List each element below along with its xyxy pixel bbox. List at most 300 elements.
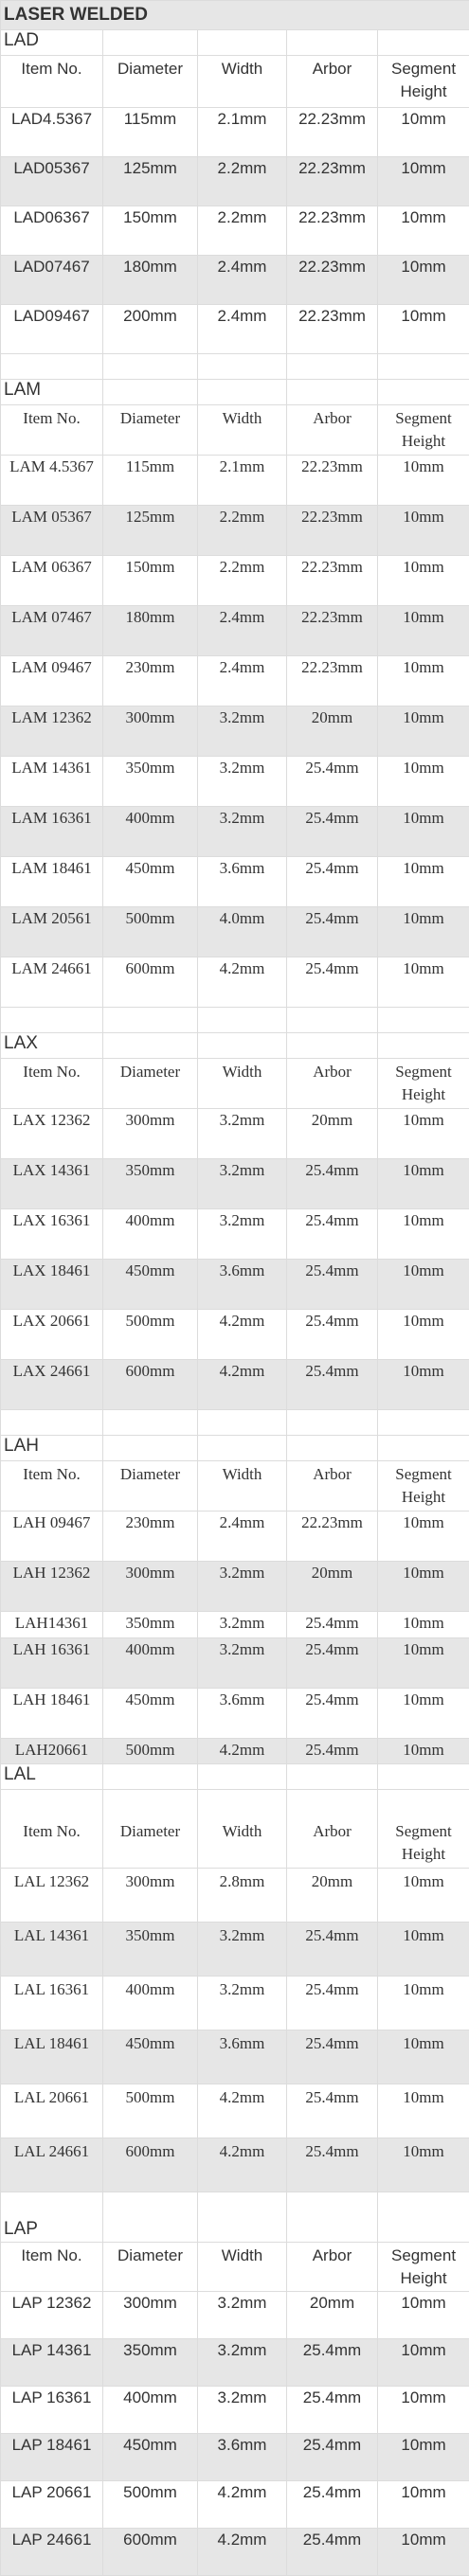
column-header-arbor: Arbor (287, 1461, 378, 1512)
cell-arbor: 25.4mm (287, 1209, 378, 1260)
cell-arbor: 22.23mm (287, 108, 378, 157)
cell-diameter: 450mm (103, 2434, 198, 2481)
empty-cell (378, 1008, 469, 1033)
cell-arbor: 25.4mm (287, 907, 378, 957)
cell-segment-height: 10mm (378, 1923, 469, 1977)
table-row (1, 2529, 469, 2576)
cell-segment-height: 10mm (378, 1689, 469, 1739)
cell-width: 4.2mm (198, 2138, 287, 2192)
column-header-width: Width (198, 1461, 287, 1512)
column-header-item-no: Item No. (1, 405, 103, 456)
cell-segment-height: 10mm (378, 957, 469, 1008)
cell-arbor: 20mm (287, 1562, 378, 1612)
column-header-segment-height: Segment Height (378, 2243, 469, 2292)
cell-width: 2.1mm (198, 108, 287, 157)
cell-width: 3.2mm (198, 707, 287, 757)
cell-segment-height: 10mm (378, 857, 469, 907)
cell-segment-height: 10mm (378, 907, 469, 957)
cell-segment-height: 10mm (378, 2387, 469, 2434)
cell-diameter: 600mm (103, 2529, 198, 2576)
cell-arbor: 22.23mm (287, 1512, 378, 1562)
cell-item-no: LAL 12362 (1, 1869, 103, 1923)
cell-width: 4.2mm (198, 957, 287, 1008)
cell-arbor: 25.4mm (287, 1689, 378, 1739)
cell-item-no: LAX 18461 (1, 1260, 103, 1310)
cell-item-no: LAM 16361 (1, 807, 103, 857)
cell-arbor: 22.23mm (287, 157, 378, 206)
table-row (1, 1869, 469, 1923)
empty-cell (287, 1008, 378, 1033)
cell-arbor: 25.4mm (287, 1739, 378, 1764)
cell-item-no: LAP 18461 (1, 2434, 103, 2481)
cell-diameter: 350mm (103, 1159, 198, 1209)
empty-cell (378, 1436, 469, 1461)
table-row (1, 1260, 469, 1310)
cell-item-no: LAM 24661 (1, 957, 103, 1008)
cell-width: 2.1mm (198, 456, 287, 506)
empty-cell (198, 380, 287, 405)
column-header-width: Width (198, 405, 287, 456)
cell-item-no: LAM 14361 (1, 757, 103, 807)
section-label-row-lax (1, 1033, 469, 1059)
cell-width: 2.4mm (198, 606, 287, 656)
column-header-diameter: Diameter (103, 56, 198, 108)
empty-cell (103, 1410, 198, 1436)
section-label-lad: LAD (1, 30, 103, 56)
cell-width: 3.2mm (198, 2387, 287, 2434)
cell-segment-height: 10mm (378, 1977, 469, 2030)
cell-diameter: 150mm (103, 556, 198, 606)
table-row (1, 1512, 469, 1562)
column-header-width: Width (198, 1059, 287, 1109)
cell-width: 4.2mm (198, 2529, 287, 2576)
table-row (1, 2434, 469, 2481)
table-row (1, 2339, 469, 2387)
cell-arbor: 25.4mm (287, 857, 378, 907)
table-row (1, 656, 469, 707)
cell-diameter: 400mm (103, 1209, 198, 1260)
cell-segment-height: 10mm (378, 506, 469, 556)
cell-item-no: LAL 14361 (1, 1923, 103, 1977)
cell-width: 3.2mm (198, 2339, 287, 2387)
spacer-row (1, 354, 469, 380)
empty-cell (378, 1033, 469, 1059)
column-header-diameter: Diameter (103, 1790, 198, 1869)
cell-arbor: 25.4mm (287, 1638, 378, 1689)
cell-width: 3.2mm (198, 1109, 287, 1159)
table-row (1, 2030, 469, 2084)
cell-diameter: 450mm (103, 1260, 198, 1310)
column-header-arbor: Arbor (287, 2243, 378, 2292)
cell-arbor: 25.4mm (287, 1612, 378, 1638)
cell-diameter: 180mm (103, 256, 198, 305)
cell-width: 4.2mm (198, 1310, 287, 1360)
header-row-lad (1, 56, 469, 108)
cell-item-no: LAM 05367 (1, 506, 103, 556)
table-row (1, 1739, 469, 1764)
cell-width: 4.2mm (198, 2084, 287, 2138)
empty-cell (378, 354, 469, 380)
header-row-lap (1, 2243, 469, 2292)
section-label-row-lah (1, 1436, 469, 1461)
header-row-lal (1, 1790, 469, 1869)
column-header-arbor: Arbor (287, 1059, 378, 1109)
cell-item-no: LAL 24661 (1, 2138, 103, 2192)
section-label-lap: LAP (1, 2192, 103, 2243)
cell-arbor: 25.4mm (287, 2030, 378, 2084)
cell-segment-height: 10mm (378, 2481, 469, 2529)
cell-width: 3.6mm (198, 2434, 287, 2481)
cell-arbor: 25.4mm (287, 2387, 378, 2434)
table-row (1, 108, 469, 157)
cell-arbor: 22.23mm (287, 456, 378, 506)
section-label-lah: LAH (1, 1436, 103, 1461)
cell-arbor: 20mm (287, 1869, 378, 1923)
empty-cell (378, 1410, 469, 1436)
section-label-row-lal (1, 1764, 469, 1790)
cell-diameter: 600mm (103, 1360, 198, 1410)
cell-width: 4.2mm (198, 2481, 287, 2529)
table-row (1, 1612, 469, 1638)
empty-cell (287, 354, 378, 380)
cell-diameter: 300mm (103, 1562, 198, 1612)
cell-diameter: 350mm (103, 1612, 198, 1638)
table-row (1, 1562, 469, 1612)
empty-cell (198, 1033, 287, 1059)
column-header-arbor: Arbor (287, 1790, 378, 1869)
table-row (1, 256, 469, 305)
column-header-item-no: Item No. (1, 1461, 103, 1512)
empty-cell (198, 1764, 287, 1790)
table-row (1, 1689, 469, 1739)
table-row (1, 2084, 469, 2138)
cell-segment-height: 10mm (378, 2529, 469, 2576)
cell-item-no: LAD07467 (1, 256, 103, 305)
cell-diameter: 500mm (103, 1739, 198, 1764)
cell-item-no: LAP 14361 (1, 2339, 103, 2387)
cell-segment-height: 10mm (378, 256, 469, 305)
cell-item-no: LAH 12362 (1, 1562, 103, 1612)
cell-arbor: 25.4mm (287, 1310, 378, 1360)
cell-width: 3.2mm (198, 807, 287, 857)
cell-item-no: LAX 16361 (1, 1209, 103, 1260)
cell-arbor: 25.4mm (287, 1977, 378, 2030)
column-header-arbor: Arbor (287, 405, 378, 456)
cell-diameter: 500mm (103, 907, 198, 957)
spacer-row (1, 1410, 469, 1436)
cell-segment-height: 10mm (378, 2084, 469, 2138)
cell-width: 3.6mm (198, 2030, 287, 2084)
table-row (1, 2292, 469, 2339)
empty-cell (103, 1033, 198, 1059)
cell-segment-height: 10mm (378, 1512, 469, 1562)
section-label-lax: LAX (1, 1033, 103, 1059)
cell-width: 2.2mm (198, 157, 287, 206)
table-row (1, 1977, 469, 2030)
section-label-lam: LAM (1, 380, 103, 405)
cell-width: 3.2mm (198, 1159, 287, 1209)
cell-item-no: LAL 20661 (1, 2084, 103, 2138)
cell-arbor: 25.4mm (287, 2434, 378, 2481)
table-row (1, 506, 469, 556)
page-title-row (1, 1, 469, 30)
empty-cell (103, 1436, 198, 1461)
cell-width: 3.2mm (198, 1923, 287, 1977)
cell-width: 3.2mm (198, 1638, 287, 1689)
cell-arbor: 25.4mm (287, 807, 378, 857)
cell-width: 4.2mm (198, 1739, 287, 1764)
cell-segment-height: 10mm (378, 757, 469, 807)
cell-segment-height: 10mm (378, 1360, 469, 1410)
section-label-lal: LAL (1, 1764, 103, 1790)
cell-width: 3.2mm (198, 1562, 287, 1612)
cell-item-no: LAP 24661 (1, 2529, 103, 2576)
cell-width: 2.4mm (198, 1512, 287, 1562)
column-header-diameter: Diameter (103, 2243, 198, 2292)
table-row (1, 1360, 469, 1410)
column-header-diameter: Diameter (103, 1461, 198, 1512)
cell-arbor: 20mm (287, 2292, 378, 2339)
section-label-row-lap (1, 2192, 469, 2243)
cell-diameter: 180mm (103, 606, 198, 656)
cell-arbor: 22.23mm (287, 656, 378, 707)
cell-diameter: 115mm (103, 108, 198, 157)
empty-cell (378, 380, 469, 405)
section-label-row-lad (1, 30, 469, 56)
cell-diameter: 350mm (103, 757, 198, 807)
table-row (1, 957, 469, 1008)
table-row (1, 707, 469, 757)
column-header-segment-height: Segment Height (378, 405, 469, 456)
cell-item-no: LAX 20661 (1, 1310, 103, 1360)
cell-segment-height: 10mm (378, 606, 469, 656)
cell-diameter: 500mm (103, 1310, 198, 1360)
table-row (1, 1109, 469, 1159)
header-row-lax (1, 1059, 469, 1109)
cell-diameter: 450mm (103, 1689, 198, 1739)
cell-width: 3.2mm (198, 1977, 287, 2030)
cell-diameter: 600mm (103, 2138, 198, 2192)
cell-segment-height: 10mm (378, 305, 469, 354)
empty-cell (198, 354, 287, 380)
cell-item-no: LAP 12362 (1, 2292, 103, 2339)
cell-item-no: LAX 14361 (1, 1159, 103, 1209)
cell-segment-height: 10mm (378, 1869, 469, 1923)
cell-diameter: 125mm (103, 506, 198, 556)
cell-segment-height: 10mm (378, 556, 469, 606)
cell-arbor: 25.4mm (287, 1260, 378, 1310)
table-row (1, 1638, 469, 1689)
cell-width: 2.2mm (198, 206, 287, 256)
cell-arbor: 25.4mm (287, 2138, 378, 2192)
cell-arbor: 22.23mm (287, 256, 378, 305)
cell-width: 3.2mm (198, 1209, 287, 1260)
cell-item-no: LAL 18461 (1, 2030, 103, 2084)
table-row (1, 206, 469, 256)
table-row (1, 2387, 469, 2434)
cell-diameter: 300mm (103, 707, 198, 757)
cell-arbor: 22.23mm (287, 556, 378, 606)
cell-arbor: 25.4mm (287, 957, 378, 1008)
column-header-segment-height: Segment Height (378, 1790, 469, 1869)
cell-item-no: LAX 24661 (1, 1360, 103, 1410)
cell-diameter: 125mm (103, 157, 198, 206)
cell-item-no: LAM 20561 (1, 907, 103, 957)
cell-diameter: 300mm (103, 1109, 198, 1159)
cell-width: 2.4mm (198, 305, 287, 354)
cell-segment-height: 10mm (378, 807, 469, 857)
empty-cell (103, 354, 198, 380)
cell-arbor: 25.4mm (287, 2481, 378, 2529)
cell-segment-height: 10mm (378, 1638, 469, 1689)
empty-cell (378, 30, 469, 56)
empty-cell (198, 1008, 287, 1033)
cell-width: 4.0mm (198, 907, 287, 957)
spacer-row (1, 1008, 469, 1033)
column-header-item-no: Item No. (1, 1790, 103, 1869)
cell-arbor: 22.23mm (287, 606, 378, 656)
cell-arbor: 25.4mm (287, 2084, 378, 2138)
cell-diameter: 230mm (103, 1512, 198, 1562)
table-row (1, 556, 469, 606)
cell-arbor: 25.4mm (287, 2339, 378, 2387)
cell-segment-height: 10mm (378, 2434, 469, 2481)
empty-cell (287, 1436, 378, 1461)
cell-width: 3.2mm (198, 2292, 287, 2339)
cell-segment-height: 10mm (378, 1310, 469, 1360)
cell-item-no: LAP 20661 (1, 2481, 103, 2529)
cell-width: 2.4mm (198, 256, 287, 305)
cell-item-no: LAL 16361 (1, 1977, 103, 2030)
cell-segment-height: 10mm (378, 206, 469, 256)
table-row (1, 1923, 469, 1977)
cell-arbor: 25.4mm (287, 2529, 378, 2576)
cell-width: 2.4mm (198, 656, 287, 707)
empty-cell (378, 2192, 469, 2243)
empty-cell (287, 380, 378, 405)
cell-item-no: LAH20661 (1, 1739, 103, 1764)
cell-segment-height: 10mm (378, 2339, 469, 2387)
column-header-diameter: Diameter (103, 1059, 198, 1109)
table-row (1, 1209, 469, 1260)
cell-arbor: 25.4mm (287, 1923, 378, 1977)
column-header-item-no: Item No. (1, 1059, 103, 1109)
cell-item-no: LAD09467 (1, 305, 103, 354)
cell-arbor: 22.23mm (287, 305, 378, 354)
cell-item-no: LAM 12362 (1, 707, 103, 757)
column-header-width: Width (198, 1790, 287, 1869)
cell-width: 2.8mm (198, 1869, 287, 1923)
cell-diameter: 115mm (103, 456, 198, 506)
cell-diameter: 450mm (103, 857, 198, 907)
table-row (1, 456, 469, 506)
empty-cell (198, 1436, 287, 1461)
cell-segment-height: 10mm (378, 108, 469, 157)
empty-cell (103, 30, 198, 56)
cell-segment-height: 10mm (378, 1159, 469, 1209)
column-header-segment-height: Segment Height (378, 1461, 469, 1512)
table-row (1, 757, 469, 807)
empty-cell (287, 2192, 378, 2243)
cell-arbor: 25.4mm (287, 1360, 378, 1410)
empty-cell (198, 2192, 287, 2243)
cell-arbor: 22.23mm (287, 206, 378, 256)
cell-segment-height: 10mm (378, 456, 469, 506)
cell-item-no: LAH 16361 (1, 1638, 103, 1689)
empty-cell (103, 2192, 198, 2243)
cell-diameter: 400mm (103, 1977, 198, 2030)
table-row (1, 907, 469, 957)
table-row (1, 606, 469, 656)
table-row (1, 1159, 469, 1209)
cell-segment-height: 10mm (378, 1260, 469, 1310)
column-header-item-no: Item No. (1, 2243, 103, 2292)
column-header-width: Width (198, 56, 287, 108)
cell-segment-height: 10mm (378, 1612, 469, 1638)
cell-diameter: 300mm (103, 1869, 198, 1923)
section-label-row-lam (1, 380, 469, 405)
cell-diameter: 400mm (103, 807, 198, 857)
cell-arbor: 22.23mm (287, 506, 378, 556)
cell-diameter: 350mm (103, 1923, 198, 1977)
empty-cell (1, 1008, 103, 1033)
cell-item-no: LAM 07467 (1, 606, 103, 656)
table-row (1, 157, 469, 206)
cell-width: 3.2mm (198, 1612, 287, 1638)
header-row-lam (1, 405, 469, 456)
cell-arbor: 25.4mm (287, 1159, 378, 1209)
cell-diameter: 200mm (103, 305, 198, 354)
cell-item-no: LAM 18461 (1, 857, 103, 907)
column-header-width: Width (198, 2243, 287, 2292)
cell-item-no: LAP 16361 (1, 2387, 103, 2434)
cell-diameter: 150mm (103, 206, 198, 256)
cell-arbor: 20mm (287, 707, 378, 757)
cell-segment-height: 10mm (378, 157, 469, 206)
empty-cell (287, 1033, 378, 1059)
cell-arbor: 20mm (287, 1109, 378, 1159)
cell-item-no: LAM 4.5367 (1, 456, 103, 506)
header-row-lah (1, 1461, 469, 1512)
cell-segment-height: 10mm (378, 1562, 469, 1612)
cell-segment-height: 10mm (378, 2138, 469, 2192)
cell-diameter: 500mm (103, 2481, 198, 2529)
cell-item-no: LAH 09467 (1, 1512, 103, 1562)
table-row (1, 2138, 469, 2192)
cell-segment-height: 10mm (378, 1209, 469, 1260)
cell-segment-height: 10mm (378, 707, 469, 757)
column-header-item-no: Item No. (1, 56, 103, 108)
cell-width: 4.2mm (198, 1360, 287, 1410)
empty-cell (287, 30, 378, 56)
column-header-segment-height: Segment Height (378, 56, 469, 108)
table-row (1, 1310, 469, 1360)
empty-cell (103, 1764, 198, 1790)
cell-segment-height: 10mm (378, 2030, 469, 2084)
column-header-arbor: Arbor (287, 56, 378, 108)
cell-width: 2.2mm (198, 556, 287, 606)
cell-item-no: LAM 06367 (1, 556, 103, 606)
column-header-segment-height: Segment Height (378, 1059, 469, 1109)
cell-segment-height: 10mm (378, 1109, 469, 1159)
cell-width: 3.6mm (198, 1260, 287, 1310)
empty-cell (287, 1410, 378, 1436)
cell-item-no: LAM 09467 (1, 656, 103, 707)
cell-segment-height: 10mm (378, 656, 469, 707)
cell-item-no: LAD05367 (1, 157, 103, 206)
cell-diameter: 300mm (103, 2292, 198, 2339)
cell-item-no: LAD06367 (1, 206, 103, 256)
